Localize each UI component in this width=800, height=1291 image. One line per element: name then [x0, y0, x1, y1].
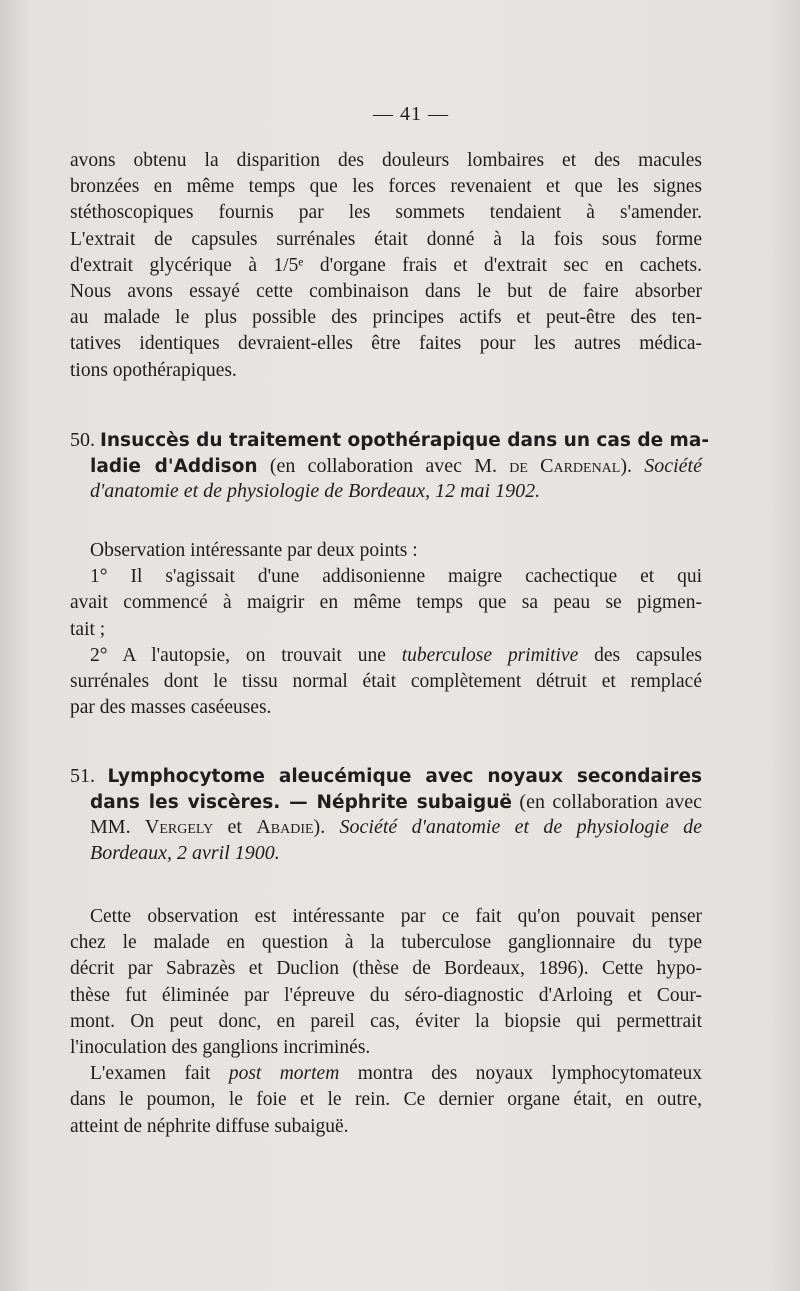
- text-line: l'inoculation des ganglions incriminés.: [70, 1036, 371, 1058]
- mm-label: MM.: [90, 816, 131, 838]
- text-line: bronzées en même temps que les forces revenaient et que les signes: [70, 176, 702, 198]
- text-line: stéthoscopiques fournis par les sommets tendaient à s'amender.: [70, 202, 702, 224]
- text-line: 1° Il s'agissait d'une addisonienne maigre cachectique et qui: [90, 566, 702, 588]
- text-line: thèse fut éliminée par l'épreuve du séro-diagnostic d'Arloing et Cour-: [70, 984, 702, 1006]
- text-line: [70, 1061, 702, 1087]
- text-line: atteint de néphrite diffuse subaiguë.: [70, 1115, 349, 1137]
- text-line: [70, 643, 702, 669]
- text-line: au malade le plus possible des principes actifs et peut-être des ten-: [70, 307, 702, 329]
- text-line: avait commencé à maigrir en même temps que sa peau se pigmen-: [70, 592, 702, 614]
- collaboration-text: (en collaboration avec: [519, 790, 703, 813]
- author-name: Abadie: [256, 816, 314, 838]
- author-name: de Cardenal: [509, 454, 621, 477]
- section-number: 50.: [70, 429, 95, 451]
- section-50-body: [70, 538, 702, 721]
- section-number: 51.: [70, 765, 95, 787]
- collaboration-text: (en collaboration avec M.: [269, 454, 497, 477]
- journal-citation: Bordeaux, 2 avril 1900.: [90, 841, 280, 864]
- text-line: Cette observation est intéressante par ce fait qu'on pouvait penser: [90, 906, 702, 927]
- section-51-body: [70, 904, 702, 1140]
- text-line: par des masses caséeuses.: [70, 697, 272, 719]
- section-title: Lymphocytome aleucémique avec noyaux secondaires: [107, 766, 703, 787]
- text-line: tatives identiques devraient-elles être faites pour les autres médica-: [70, 333, 702, 355]
- section-title: Insuccès du traitement opothérapique dans un cas de ma-: [100, 430, 710, 451]
- section-title-cont: ladie d'Addison: [90, 455, 258, 477]
- para2-italic: post mortem: [228, 1063, 340, 1085]
- text-line: avons obtenu la disparition des douleurs lombaires et des macules: [70, 150, 702, 171]
- section-title-cont: dans les viscères. — Néphrite subaiguë: [90, 791, 512, 813]
- text-line: L'extrait de capsules surrénales était donné à la fois sous forme: [70, 228, 702, 250]
- text-line: d'extrait glycérique à 1/5ᵉ d'organe frais et d'extrait sec en cachets.: [70, 254, 702, 276]
- journal-name: Société d'anatomie et de physiologie de: [339, 816, 703, 838]
- section-51-heading: [70, 764, 702, 866]
- text-line: dans le poumon, le foie et le rein. Ce dernier organe était, en outre,: [70, 1089, 702, 1111]
- text-line: Nous avons essayé cette combinaison dans le but de faire absorber: [70, 280, 702, 302]
- text-line: décrit par Sabrazès et Duclion (thèse de Bordeaux, 1896). Cette hypo-: [70, 958, 702, 980]
- author-name: Vergely: [144, 816, 214, 838]
- journal-citation: d'anatomie et de physiologie de Bordeaux, 12 mai 1902.: [90, 480, 541, 502]
- para2-text: L'examen fait: [90, 1063, 211, 1085]
- text-line: chez le malade en question à la tuberculose ganglionnaire du type: [70, 932, 702, 954]
- para2-text-end: montra des noyaux lymphocytomateux: [357, 1063, 703, 1085]
- intro-paragraph: [70, 148, 702, 384]
- section-50-heading: [70, 428, 710, 505]
- text-line: tions opothérapiques.: [70, 359, 237, 381]
- text-line: tait ;: [70, 618, 106, 640]
- observation-title: Observation intéressante par deux points :: [90, 540, 418, 561]
- point2-italic: tuberculose primitive: [401, 644, 579, 666]
- collaboration-close: ).: [313, 816, 326, 838]
- point2-text-end: des capsules: [594, 644, 703, 666]
- conjunction: et: [227, 816, 242, 838]
- point2-text: 2° A l'autopsie, on trouvait une: [90, 644, 386, 666]
- text-line: mont. On peut donc, en pareil cas, éviter la biopsie qui permettrait: [70, 1010, 702, 1032]
- collaboration-close: ).: [620, 454, 633, 477]
- journal-name: Société: [644, 454, 702, 477]
- text-line: surrénales dont le tissu normal était complètement détruit et remplacé: [70, 670, 702, 692]
- page-number: — 41 —: [373, 103, 449, 125]
